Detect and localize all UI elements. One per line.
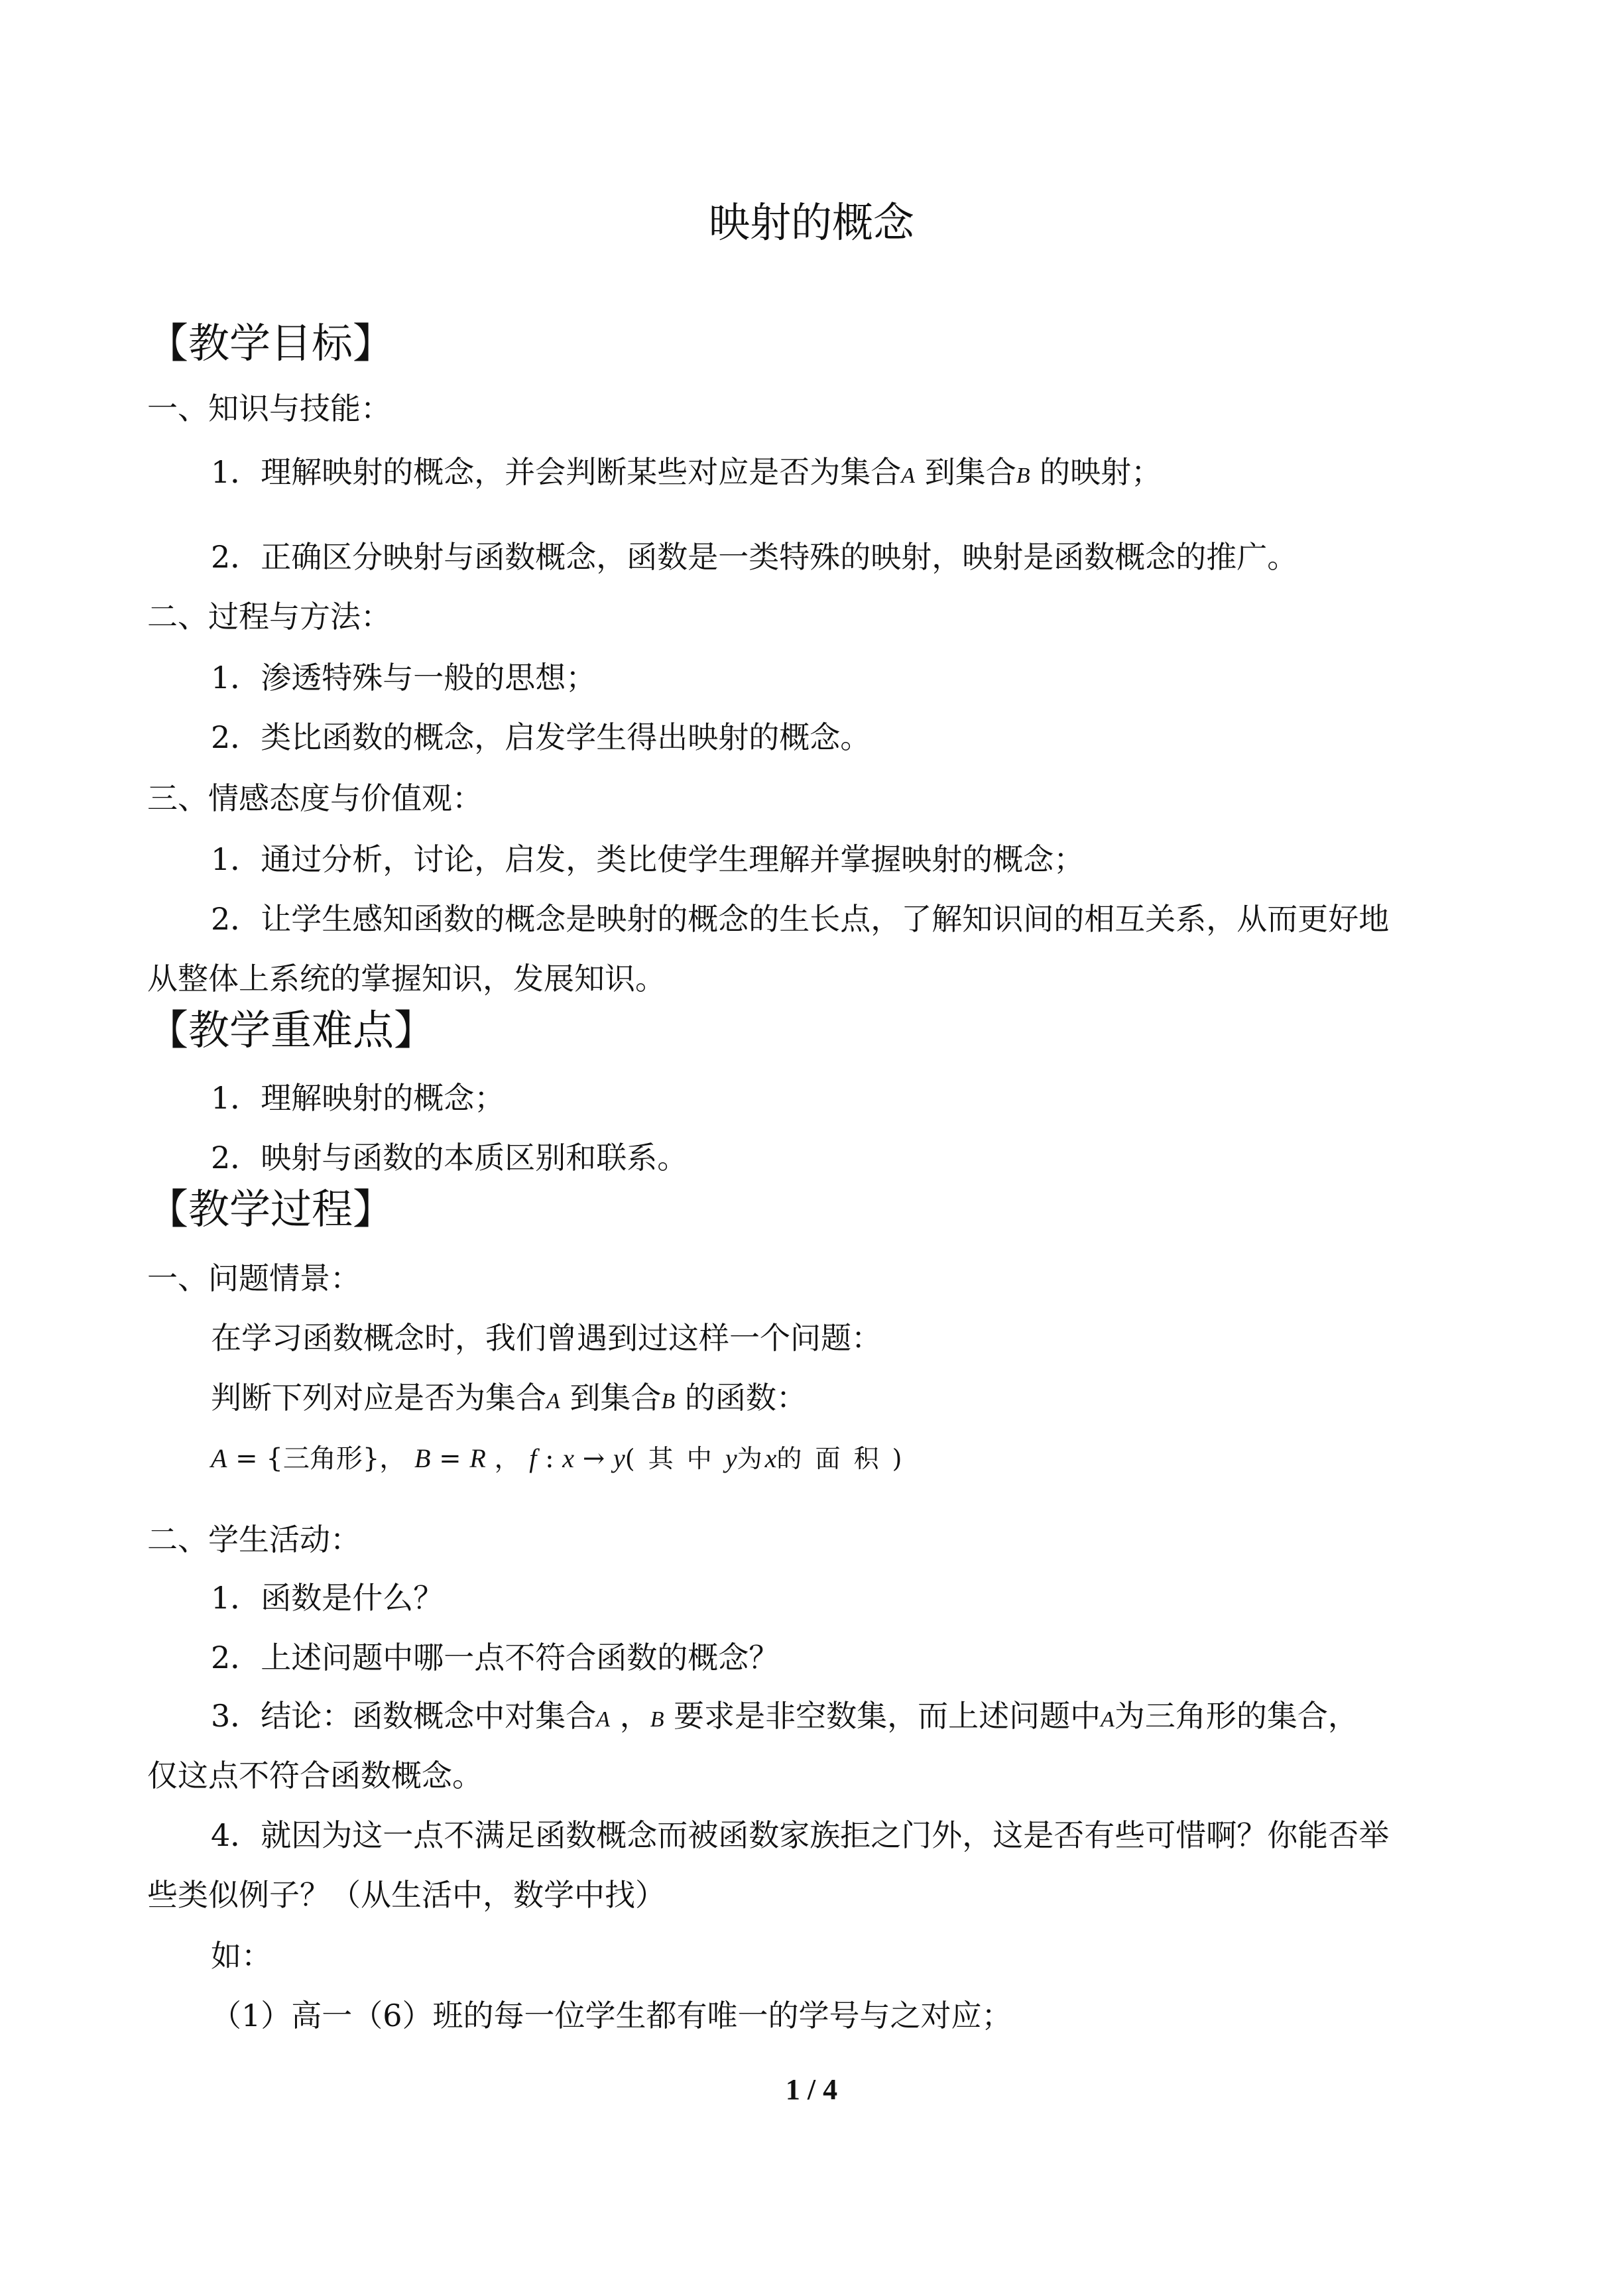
text-segment: 1．理解映射的概念，并会判断某些对应是否为集合 bbox=[211, 454, 902, 490]
objectives-knowledge-item-1 bbox=[211, 451, 1162, 497]
formula-segment: = {三角形}， bbox=[227, 1443, 414, 1474]
keypoints-item-2: 2．映射与函数的本质区别和联系。 bbox=[211, 1140, 688, 1176]
objectives-heading-knowledge: 一、知识与技能： bbox=[147, 391, 391, 426]
section-heading-objectives: 【教学目标】 bbox=[147, 319, 394, 367]
activity-question-2: 2．上述问题中哪一点不符合函数的概念？ bbox=[211, 1640, 780, 1675]
objectives-attitude-item-2-line-1: 2．让学生感知函数的概念是映射的概念的生长点，了解知识间的相互关系，从而更好地 bbox=[211, 901, 1390, 937]
process-heading-activity: 二、学生活动： bbox=[147, 1522, 361, 1557]
objectives-knowledge-item-2: 2．正确区分映射与函数概念，函数是一类特殊的映射，映射是函数概念的推广。 bbox=[211, 539, 1298, 575]
math-variable-A: A bbox=[211, 1443, 227, 1473]
text-segment: 要求是非空数集，而上述问题中 bbox=[674, 1698, 1101, 1734]
text-segment: 到集合 bbox=[924, 454, 1016, 490]
keypoints-item-1: 1．理解映射的概念； bbox=[211, 1080, 505, 1116]
page-title: 映射的概念 bbox=[708, 198, 914, 247]
math-variable-B: B bbox=[1016, 463, 1030, 488]
page-number: 1 / 4 bbox=[785, 2073, 838, 2106]
arrow-symbol: → bbox=[574, 1443, 614, 1474]
formula-segment: = bbox=[430, 1443, 470, 1474]
text-segment: 3．结论：函数概念中对集合 bbox=[211, 1698, 597, 1734]
math-variable-x: x bbox=[562, 1443, 575, 1473]
objectives-attitude-item-1: 1．通过分析，讨论，启发，类比使学生理解并掌握映射的概念； bbox=[211, 841, 1085, 877]
math-variable-x: x bbox=[764, 1443, 777, 1473]
activity-question-1: 1．函数是什么？ bbox=[211, 1580, 444, 1616]
activity-question-4-line-1: 4．就因为这一点不满足函数概念而被函数家族拒之门外，这是否有些可惜啊？你能否举 bbox=[211, 1817, 1390, 1853]
formula-segment: ( 其 中 bbox=[625, 1444, 725, 1473]
math-variable-A: A bbox=[596, 1707, 611, 1732]
objectives-process-item-2: 2．类比函数的概念，启发学生得出映射的概念。 bbox=[211, 719, 871, 755]
math-variable-A: A bbox=[546, 1389, 560, 1414]
math-variable-B: B bbox=[414, 1443, 431, 1473]
math-variable-R: R bbox=[469, 1443, 486, 1473]
activity-question-4-line-2: 些类似例子？（从生活中，数学中找） bbox=[147, 1877, 666, 1913]
text-segment: ， bbox=[619, 1698, 650, 1734]
objectives-heading-process: 二、过程与方法： bbox=[147, 599, 391, 634]
math-variable-y: y bbox=[725, 1443, 737, 1473]
math-variable-B: B bbox=[650, 1707, 664, 1732]
process-paragraph-2 bbox=[211, 1376, 807, 1423]
activity-conclusion-line-1 bbox=[211, 1695, 1358, 1741]
text-segment: 为三角形的集合， bbox=[1114, 1698, 1358, 1734]
formula-segment: 为 bbox=[737, 1444, 765, 1473]
activity-example-1: （1）高一（6）班的每一位学生都有唯一的学号与之对应； bbox=[211, 1998, 1012, 2033]
section-heading-keypoints: 【教学重难点】 bbox=[147, 1006, 436, 1054]
activity-conclusion-line-2: 仅这点不符合函数概念。 bbox=[147, 1758, 483, 1793]
text-segment: 判断下列对应是否为集合 bbox=[211, 1380, 546, 1416]
math-variable-A: A bbox=[901, 463, 916, 488]
math-variable-y: y bbox=[613, 1443, 625, 1473]
formula-segment: ， bbox=[485, 1443, 530, 1474]
formula-segment: : bbox=[536, 1443, 563, 1474]
text-segment: 的映射； bbox=[1040, 454, 1162, 490]
objectives-process-item-1: 1．渗透特殊与一般的思想； bbox=[211, 660, 597, 695]
process-paragraph-1: 在学习函数概念时，我们曾遇到过这样一个问题： bbox=[211, 1320, 882, 1356]
objectives-heading-attitude: 三、情感态度与价值观： bbox=[147, 780, 483, 816]
math-formula bbox=[211, 1437, 904, 1480]
section-heading-process: 【教学过程】 bbox=[147, 1185, 394, 1233]
math-variable-f: f bbox=[529, 1443, 537, 1473]
formula-segment: 的 面 积 ) bbox=[776, 1444, 905, 1473]
process-heading-scenario: 一、问题情景： bbox=[147, 1260, 361, 1296]
math-variable-A: A bbox=[1101, 1707, 1114, 1732]
text-segment: 的函数： bbox=[684, 1380, 807, 1416]
math-variable-B: B bbox=[661, 1389, 676, 1414]
activity-example-label: 如： bbox=[211, 1938, 272, 1974]
text-segment: 到集合 bbox=[570, 1380, 662, 1416]
objectives-attitude-item-2-line-2: 从整体上系统的掌握知识，发展知识。 bbox=[147, 961, 666, 997]
